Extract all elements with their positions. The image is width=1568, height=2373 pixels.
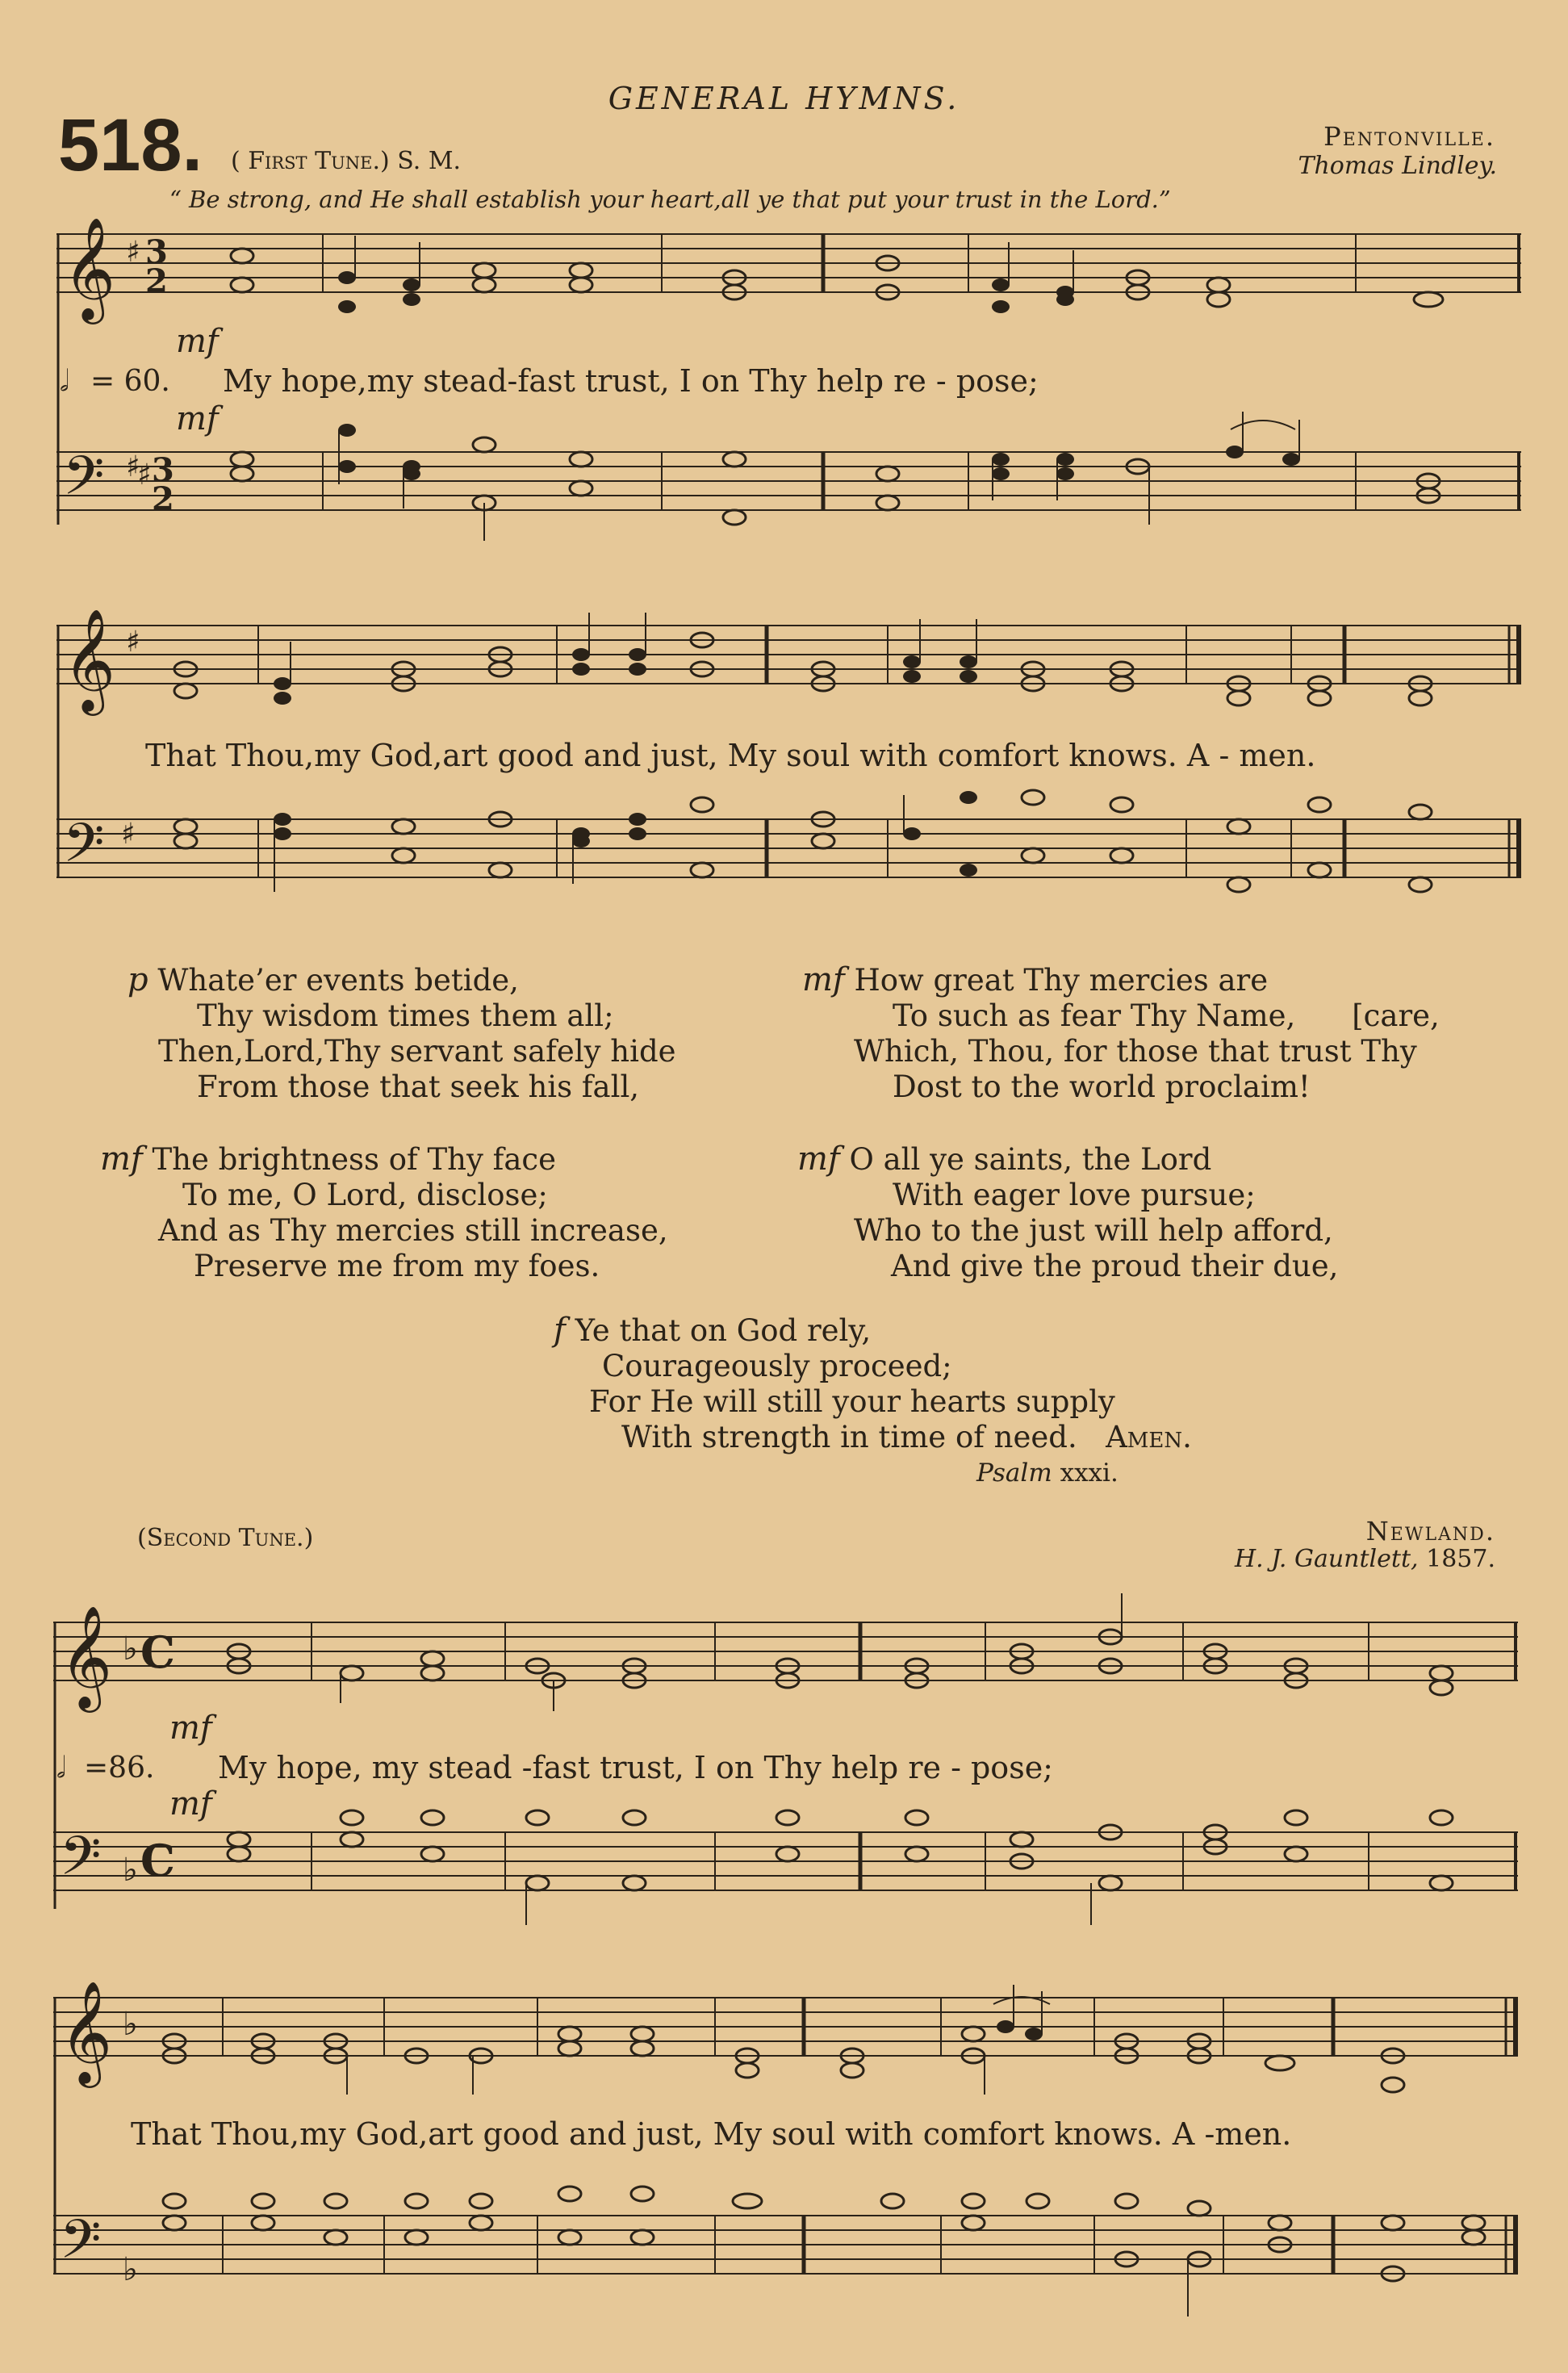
second-tune-name: Newland.	[1365, 1516, 1495, 1546]
verse-5-line-4: And give the proud their due,	[891, 1249, 1339, 1283]
svg-text:C: C	[140, 1835, 175, 1886]
verse-3-dynamic: mf	[100, 1140, 143, 1178]
svg-text:♯: ♯	[126, 626, 140, 659]
verse-6-line-1: Ye that on God rely,	[575, 1313, 872, 1348]
verse-4-line-4: Dost to the world proclaim!	[893, 1069, 1311, 1104]
svg-text:𝄞: 𝄞	[63, 608, 116, 711]
running-head: GENERAL HYMNS.	[608, 81, 960, 116]
first-tune-dynamic-treble: mf	[176, 323, 219, 360]
first-tune-label: ( First Tune.) S. M.	[231, 147, 462, 175]
svg-text:𝄢: 𝄢	[60, 2208, 102, 2283]
svg-text:♯: ♯	[121, 818, 136, 851]
half-note-symbol-2: 𝅗𝅥	[56, 1752, 66, 1785]
svg-text:♭: ♭	[123, 2006, 138, 2043]
second-tune-dynamic-treble: mf	[169, 1710, 212, 1747]
verse-5-line-2: With eager love pursue;	[893, 1178, 1256, 1212]
second-tune-composer: H. J. Gauntlett,	[1235, 1545, 1419, 1573]
source-book: Psalm	[976, 1459, 1052, 1488]
hymn-number: 518.	[58, 104, 203, 186]
svg-text:C: C	[140, 1626, 175, 1678]
svg-text:♭: ♭	[123, 1852, 138, 1889]
verse-4-line-1: How great Thy mercies are	[854, 963, 1269, 998]
verse-4-line-3: Which, Thou, for those that trust Thy	[854, 1034, 1417, 1069]
verse-5-dynamic: mf	[797, 1140, 840, 1178]
verse-3-line-4: Preserve me from my foes.	[194, 1249, 600, 1283]
verse-4-line-2: To such as fear Thy Name,	[893, 998, 1296, 1033]
second-tune-lyrics-2: That Thou,my God,art good and just, My soul with comfort knows. A -men.	[131, 2116, 1292, 2152]
svg-text:𝄞: 𝄞	[63, 216, 116, 320]
verse-4-dynamic: mf	[802, 961, 845, 998]
first-tune-name: Pentonville.	[1323, 121, 1495, 152]
svg-text:𝄞: 𝄞	[60, 1980, 113, 2083]
first-tune-lyrics-1: My hope,my stead-fast trust, I on Thy help re - pose;	[223, 363, 1039, 399]
amen-label: Amen.	[1106, 1420, 1192, 1454]
svg-text:♭: ♭	[123, 2251, 138, 2288]
verse-6	[554, 1312, 1192, 1491]
svg-text:𝄢: 𝄢	[63, 812, 105, 887]
verse-6-line-2: Courageously proceed;	[602, 1349, 952, 1383]
verse-3-line-3: And as Thy mercies still increase,	[158, 1213, 668, 1248]
verse-6-dynamic: f	[554, 1312, 566, 1349]
first-tune-tempo: = 60.	[90, 365, 170, 398]
svg-text:♭: ♭	[123, 1630, 138, 1668]
first-tune-composer: Thomas Lindley.	[1298, 152, 1497, 180]
svg-text:♯: ♯	[126, 450, 140, 483]
svg-text:3: 3	[152, 451, 174, 489]
verse-2-line-3: Then,Lord,Thy servant safely hide	[158, 1034, 676, 1069]
svg-text:𝄢: 𝄢	[60, 1825, 102, 1900]
second-tune-label: (Second Tune.)	[137, 1524, 314, 1552]
second-tune-dynamic-bass: mf	[169, 1785, 212, 1823]
first-tune-lyrics-2: That Thou,my God,art good and just, My soul with comfort knows. A - men.	[145, 738, 1316, 773]
verse-2-line-4: From those that seek his fall,	[197, 1069, 640, 1104]
half-note-symbol: 𝅗𝅥	[60, 365, 69, 398]
verse-6-line-3: For He will still your hearts supply	[589, 1384, 1115, 1419]
source-number: xxxi.	[1060, 1459, 1119, 1488]
verse-2-line-1: Whate’er events betide,	[157, 963, 519, 998]
epigraph: “ Be strong, and He shall establish your heart,all ye that put your trust in the Lord.”	[169, 186, 1171, 213]
second-tune-year: 1857.	[1426, 1545, 1495, 1573]
verse-5-line-3: Who to the just will help afford,	[854, 1213, 1333, 1248]
verse-3	[100, 1141, 668, 1284]
svg-text:♯: ♯	[126, 236, 140, 269]
verse-2	[128, 962, 676, 1105]
svg-text:𝄢: 𝄢	[63, 445, 105, 520]
second-tune-lyrics-1: My hope, my stead -fast trust, I on Thy help re - pose;	[218, 1750, 1053, 1785]
verse-2-line-2: Thy wisdom times them all;	[197, 998, 614, 1033]
verse-2-dynamic: p	[128, 961, 148, 998]
first-tune-dynamic-bass: mf	[176, 400, 219, 437]
svg-text:2: 2	[152, 480, 174, 518]
second-tune-tempo: =86.	[84, 1752, 155, 1785]
verse-5-line-1: O all ye saints, the Lord	[849, 1142, 1212, 1177]
svg-text:2: 2	[145, 262, 168, 300]
verse-4-overflow: [care,	[1352, 998, 1440, 1033]
verse-5	[797, 1141, 1338, 1284]
svg-text:𝄞: 𝄞	[60, 1605, 113, 1708]
svg-text:♯: ♯	[137, 458, 152, 492]
verse-6-line-4: With strength in time of need.	[621, 1420, 1077, 1454]
verse-3-line-1: The brightness of Thy face	[152, 1142, 556, 1177]
verse-3-line-2: To me, O Lord, disclose;	[182, 1178, 548, 1212]
verse-4	[802, 962, 1440, 1105]
svg-text:3: 3	[145, 233, 168, 271]
